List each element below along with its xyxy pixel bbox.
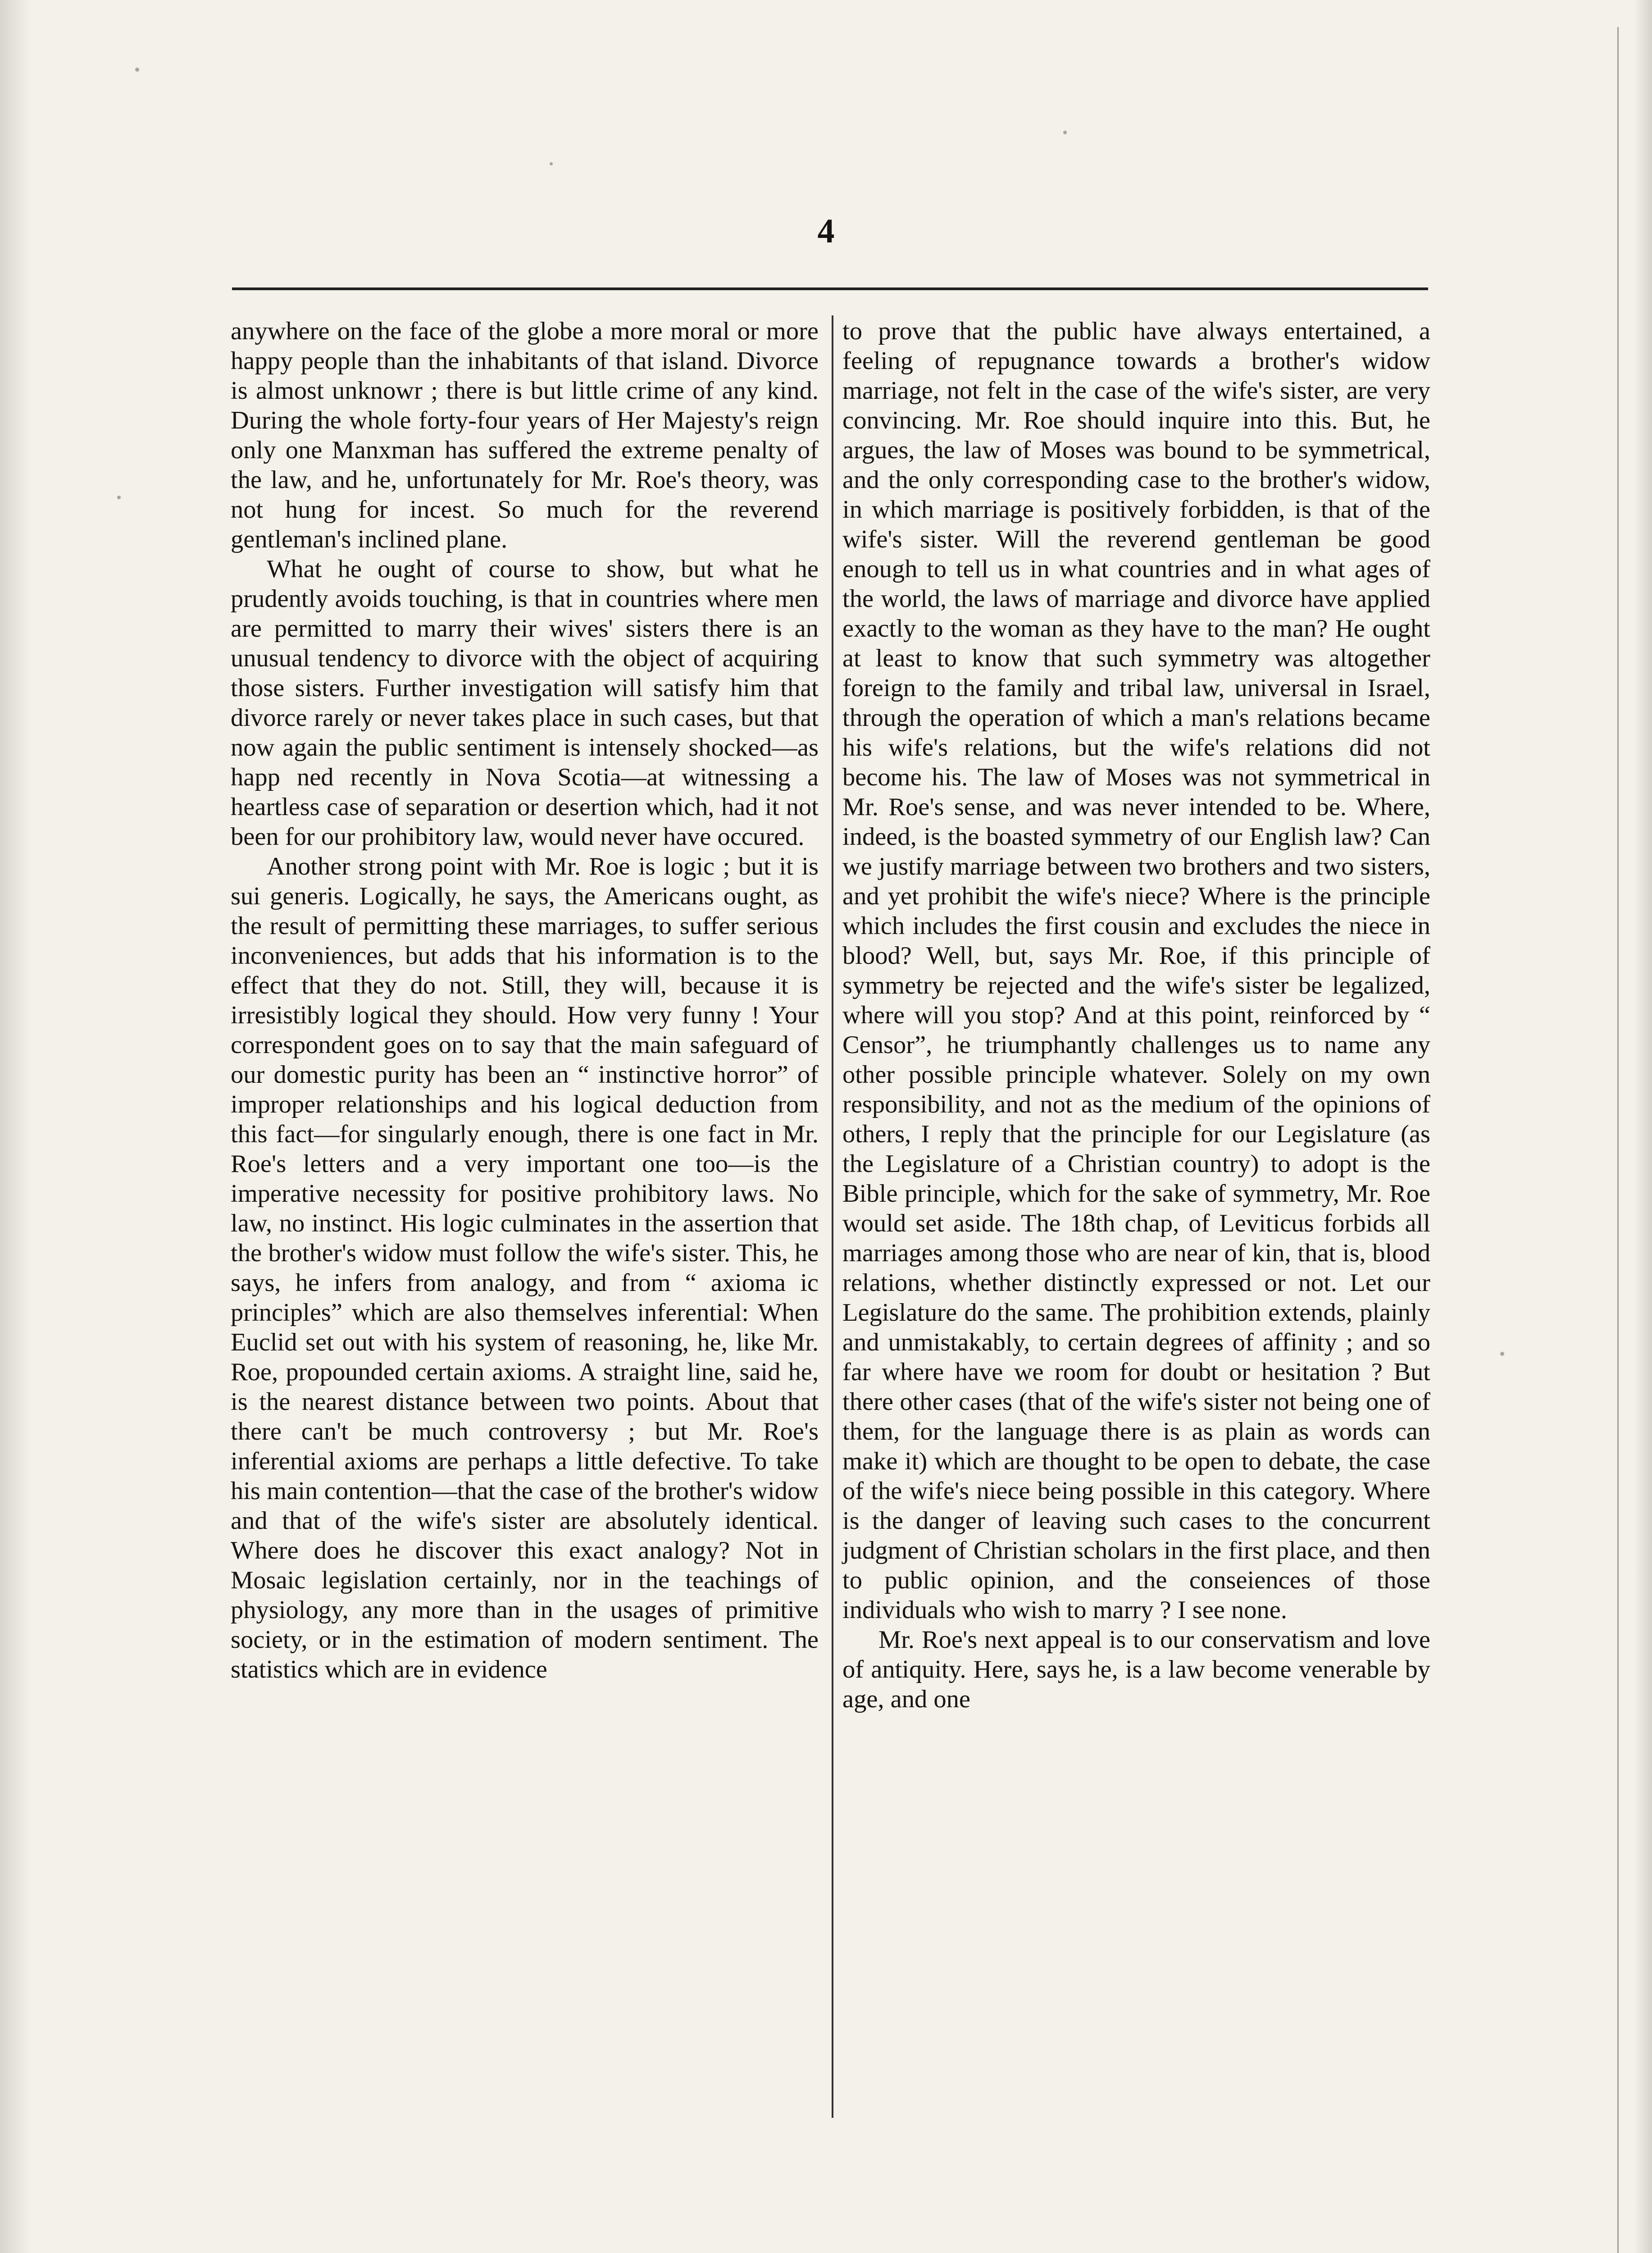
- page-edge-shadow-right: [1634, 0, 1652, 2253]
- right-column: [842, 316, 1430, 1714]
- page-edge-shadow-left: [0, 0, 32, 2253]
- header-rule: [232, 287, 1428, 290]
- column-divider: [832, 315, 833, 2118]
- print-speck: [550, 162, 553, 165]
- page-edge-line: [1617, 27, 1619, 2253]
- left-column: [231, 316, 819, 1684]
- print-speck: [135, 68, 139, 72]
- print-speck: [1063, 131, 1067, 134]
- print-speck: [117, 496, 121, 499]
- paragraph: to prove that the public have always entertained, a feeling of repugnance towards a brother's widow marriage, not felt in the case of the wife's sister, are very convincing. Mr. Roe should inquire into this. But, he argues, the law of Moses was bound to be symmetrical, and the only corresponding case to the brother's widow, in which marriage is positively forbidden, is that of the wife's sister. Will the reverend gentleman be good enough to tell us in what countries and in what ages of the world, the laws of marriage and divorce have applied exactly to the woman as they have to the man? He ought at least to know that such symmetry was altogether foreign to the family and tribal law, universal in Israel, through the operation of which a man's relations became his wife's relations, but the wife's relations did not become his. The law of Moses was not symmetrical in Mr. Roe's sense, and was never intended to be. Where, indeed, is the boasted symmetry of our English law? Can we justify marriage between two brothers and two sisters, and yet prohibit the wife's niece? Where is the principle which includes the first cousin and excludes the niece in blood? Well, but, says Mr. Roe, if this principle of symmetry be rejected and the wife's sister be legalized, where will you stop? And at this point, reinforced by “ Censor”, he triumphantly challenges us to name any other possible principle whatever. Solely on my own responsibility, and not as the medium of the opinions of others, I reply that the principle for our Legislature (as the Legislature of a Christian country) to adopt is the Bible principle, which for the sake of symmetry, Mr. Roe would set aside. The 18th chap, of Leviticus forbids all marriages among those who are near of kin, that is, blood relations, whether distinctly expressed or not. Let our Legislature do the same. The prohibition extends, plainly and unmistakably, to certain degrees of affinity ; and so far where have we room for doubt or hesitation ? But there other cases (that of the wife's sister not being one of them, for the language there is as plain as words can make it) which are thought to be open to debate, the case of the wife's niece being possible in this category. Where is the danger of leaving such cases to the concurrent judgment of Christian scholars in the first place, and then to public opinion, and the conseiences of those individuals who wish to marry ? I see none.: [842, 317, 1430, 1624]
- paragraph: Another strong point with Mr. Roe is logic ; but it is sui generis. Logically, he says, the Americans ought, as the result of permitting these marriages, to suffer serious inconveniences, but adds that his information is to the effect that they do not. Still, they will, because it is irresistibly logical they should. How very funny ! Your correspondent goes on to say that the main safeguard of our domestic purity has been an “ instinctive horror” of improper relationships and his logical deduction from this fact—for singularly enough, there is one fact in Mr. Roe's letters and a very important one too—is the imperative necessity for positive prohibitory laws. No law, no instinct. His logic culminates in the assertion that the brother's widow must follow the wife's sister. This, he says, he infers from analogy, and from “ axioma ic principles” which are also themselves inferential: When Euclid set out with his system of reasoning, he, like Mr. Roe, propounded certain axioms. A straight line, said he, is the nearest distance between two points. About that there can't be much controversy ; but Mr. Roe's inferential axioms are perhaps a little defective. To take his main contention—that the case of the brother's widow and that of the wife's sister are absolutely identical. Where does he discover this exact analogy? Not in Mosaic legislation certainly, nor in the teachings of physiology, any more than in the usages of primitive society, or in the estimation of modern sentiment. The statistics which are in evidence: [231, 853, 819, 1683]
- page-number: 4: [817, 212, 835, 250]
- paragraph: Mr. Roe's next appeal is to our conservatism and love of antiquity. Here, says he, is a law become venerable by age, and one: [842, 1626, 1430, 1713]
- paragraph: anywhere on the face of the globe a more moral or more happy people than the inhabitants of that island. Divorce is almost unknowr ; there is but little crime of any kind. During the whole forty-four years of Her Majesty's reign only one Manxman has suffered the extreme penalty of the law, and he, unfortunately for Mr. Roe's theory, was not hung for incest. So much for the reverend gentleman's inclined plane.: [231, 317, 819, 553]
- print-speck: [1500, 1352, 1504, 1356]
- paragraph: What he ought of course to show, but what he prudently avoids touching, is that in countries where men are permitted to marry their wives' sisters there is an unusual tendency to divorce with the object of acquiring those sisters. Further investigation will satisfy him that divorce rarely or never takes place in such cases, but that now again the public sentiment is intensely shocked—as happ ned recently in Nova Scotia—at witnessing a heartless case of separation or desertion which, had it not been for our prohibitory law, would never have occured.: [231, 555, 819, 851]
